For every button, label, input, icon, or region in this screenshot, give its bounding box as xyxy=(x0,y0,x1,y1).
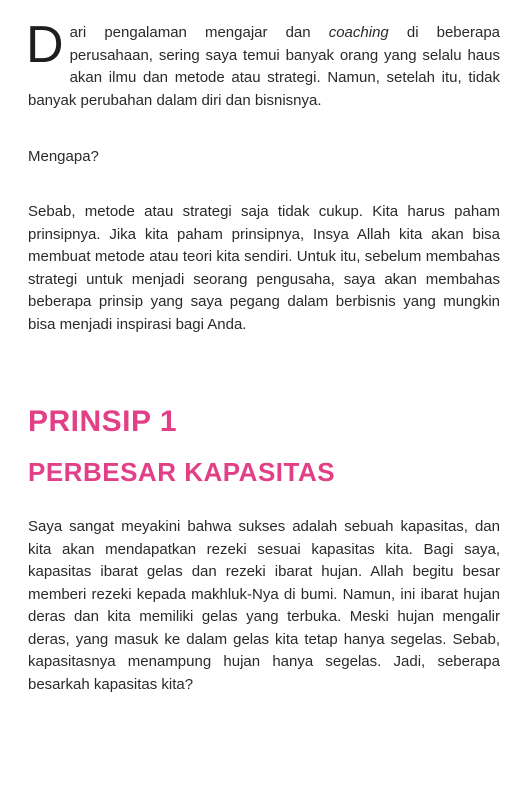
question-paragraph: Mengapa? xyxy=(28,148,99,165)
intro-italic-word: coaching xyxy=(328,24,389,41)
section-subtitle: PERBESAR KAPASITAS xyxy=(28,457,336,487)
intro-paragraph xyxy=(26,16,501,112)
section-title: PRINSIP 1 xyxy=(28,405,178,438)
body-paragraph: Saya sangat meyakini bahwa sukses adalah sebuah kapasitas, dan kita akan mendapatkan rezeki sesuai kapasitas kita. Bagi saya, kapasitas ibarat gelas dan rezeki ibarat hujan. Allah begitu besar memberi rezeki kepada makhluk-Nya di bumi. Namun, ini ibarat hujan deras dan kita memiliki gelas yang terbuka. Meski hujan mengalir deras, yang masuk ke dalam gelas kita tetap hanya segelas. Sebab, kapasitasnya menampung hujan hanya segelas. Jadi, seberapa besarkah kapasitas kita? xyxy=(28,518,500,693)
drop-cap: D xyxy=(26,16,64,74)
intro-text-start: ari pengalaman mengajar dan xyxy=(69,24,329,41)
answer-paragraph: Sebab, metode atau strategi saja tidak cukup. Kita harus paham prinsipnya. Jika kita paham prinsipnya, Insya Allah kita akan bisa membuat metode atau teori kita sendiri. Untuk itu, sebelum membahas strategi untuk menjadi seorang pengusaha, saya akan membahas beberapa prinsip yang saya pegang dalam berbisnis yang mungkin bisa menjadi inspirasi bagi Anda. xyxy=(28,203,500,333)
intro-text-end: di beberapa perusahaan, sering saya temui banyak orang yang selalu haus akan ilmu dan metode atau strategi. Namun, setelah itu, tidak banyak perubahan dalam diri dan bisnisnya. xyxy=(28,24,501,109)
